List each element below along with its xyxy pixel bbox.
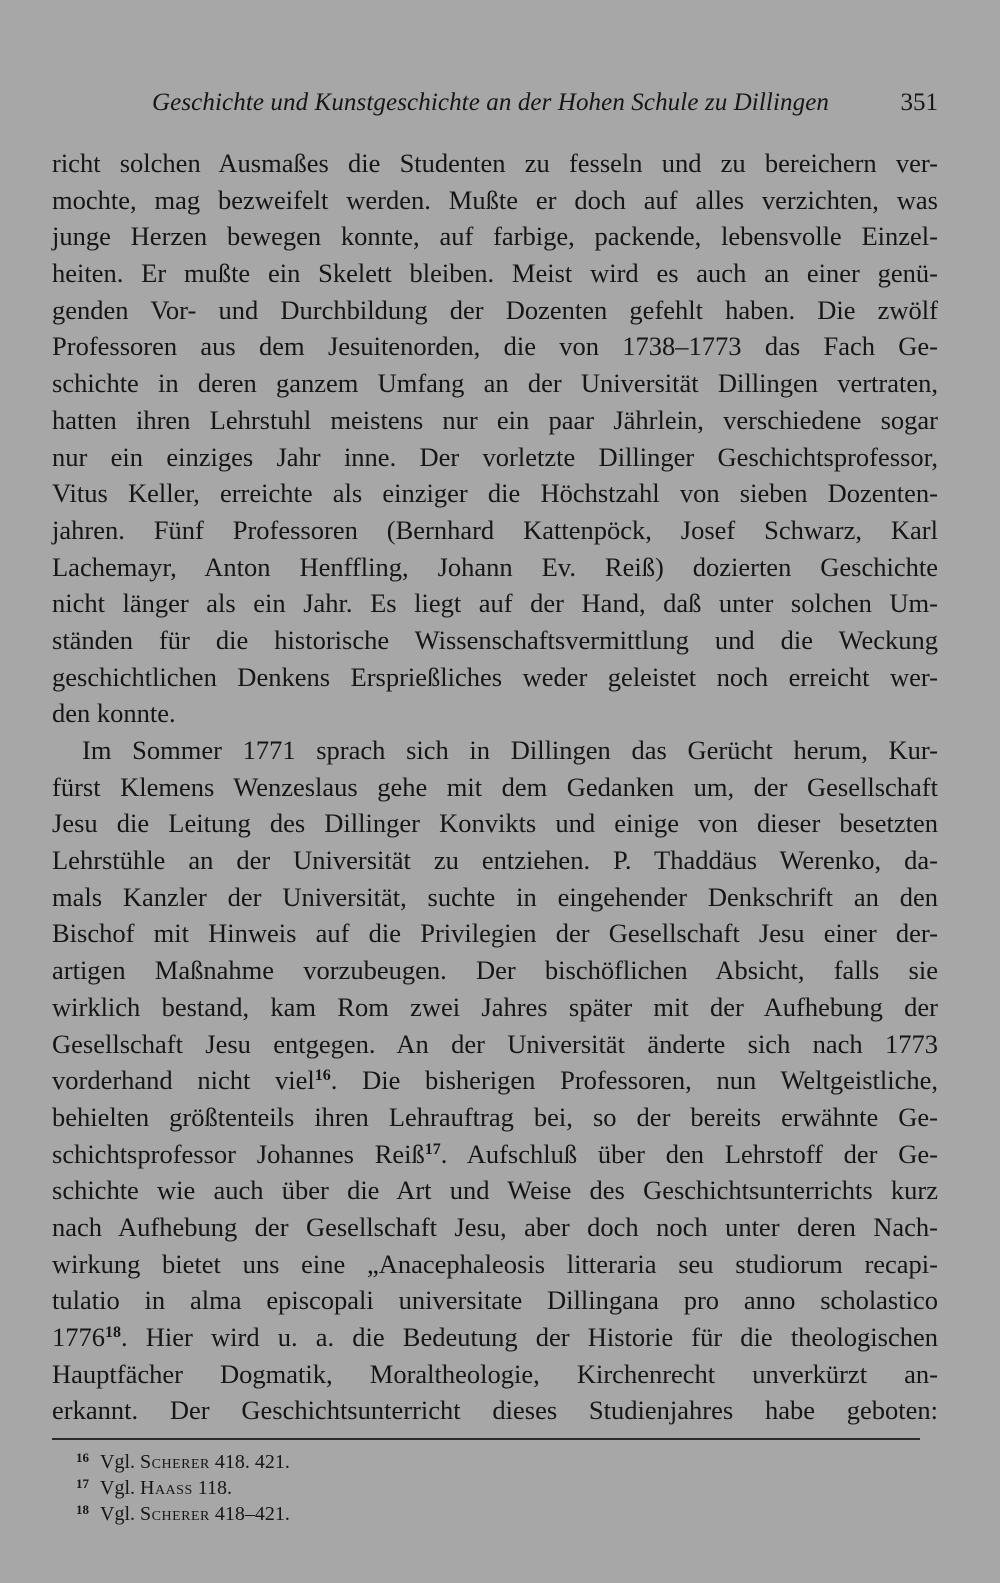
footnote-prefix: Vgl.	[100, 1477, 135, 1499]
footnote-17: 17 Vgl. Haass 118.	[76, 1476, 233, 1499]
text-line: jahren. Fünf Professoren (Bernhard Kattenpöck, Josef Schwarz, Karl	[52, 514, 938, 545]
text-line: mals Kanzler der Universität, suchte in eingehender Denkschrift an den	[52, 881, 938, 912]
footnote-divider	[52, 1438, 920, 1440]
text-line: schichte wie auch über die Art und Weise des Geschichtsunterrichts kurz	[52, 1175, 938, 1206]
text-line: Gesellschaft Jesu entgegen. An der Universität änderte sich nach 1773	[52, 1028, 938, 1059]
text-line: tulatio in alma episcopali universitate Dillingana pro anno scholastico	[52, 1285, 938, 1316]
text-line: Lachemayr, Anton Henffling, Johann Ev. Reiß) dozierten Geschichte	[52, 551, 938, 582]
footnote-ref: 418. 421.	[214, 1451, 290, 1473]
body-text	[52, 145, 938, 1429]
text-line-with-footnote	[52, 1319, 938, 1356]
text-line: nach Aufhebung der Gesellschaft Jesu, aber doch noch unter deren Nach-	[52, 1211, 938, 1242]
text-line: richt solchen Ausmaßes die Studenten zu fesseln und zu bereichern ver-	[52, 148, 938, 178]
text-line: nicht länger als ein Jahr. Es liegt auf der Hand, daß unter solchen Um-	[52, 588, 938, 619]
text-line: Hauptfächer Dogmatik, Moraltheologie, Kirchenrecht unverkürzt an-	[52, 1358, 938, 1389]
footnote-ref: 418–421.	[214, 1503, 290, 1525]
text-line: junge Herzen bewegen konnte, auf farbige, packende, lebensvolle Einzel-	[52, 221, 938, 252]
text-line: mochte, mag bezweifelt werden. Mußte er doch auf alles verzichten, was	[52, 184, 938, 215]
text-line: geschichtlichen Denkens Ersprießliches weder geleistet noch erreicht wer-	[52, 661, 938, 692]
text-fragment: . Hier wird u. a. die Bedeutung der Historie für die theologischen	[121, 1322, 938, 1352]
text-line: behielten größtenteils ihren Lehrauftrag bei, so der bereits erwähnte Ge-	[52, 1101, 938, 1132]
text-line-paragraph-end: den konnte.	[52, 698, 176, 729]
page-number: 351	[900, 89, 938, 116]
text-line: schichte in deren ganzem Umfang an der Universität Dillingen vertraten,	[52, 368, 938, 399]
text-line: fürst Klemens Wenzeslaus gehe mit dem Gedanken um, der Gesellschaft	[52, 771, 938, 802]
text-fragment: . Die bisherigen Professoren, nun Weltgeistliche,	[330, 1065, 938, 1096]
footnote-reference-17[interactable]: 17	[424, 1140, 441, 1158]
text-fragment: 1776	[52, 1322, 105, 1352]
text-line: genden Vor- und Durchbildung der Dozenten gefehlt haben. Die zwölf	[52, 294, 938, 325]
footnote-author: Haass	[140, 1477, 193, 1499]
text-line: wirkung bietet uns eine „Anacephaleosis litteraria seu studiorum recapi-	[52, 1248, 938, 1279]
text-line: Jesu die Leitung des Dillinger Konvikts und einige von dieser besetzten	[52, 808, 938, 839]
footnote-author: Scherer	[140, 1451, 210, 1473]
page-header	[152, 86, 938, 120]
text-fragment: schichtsprofessor Johannes Reiß	[52, 1138, 425, 1169]
footnote-reference-16[interactable]: 16	[314, 1067, 331, 1085]
text-line: hatten ihren Lehrstuhl meistens nur ein paar Jährlein, verschiedene sogar	[52, 404, 938, 435]
text-line-with-footnote	[52, 1136, 938, 1173]
text-line: wirklich bestand, kam Rom zwei Jahres später mit der Aufhebung der	[52, 991, 938, 1022]
text-line: Lehrstühle an der Universität zu entziehen. P. Thaddäus Werenko, da-	[52, 845, 938, 876]
footnote-16: 16 Vgl. Scherer 418. 421.	[76, 1450, 290, 1473]
footnote-reference-18[interactable]: 18	[105, 1324, 121, 1341]
text-fragment: . Aufschluß über den Lehrstoff der Ge-	[440, 1138, 939, 1169]
text-line-with-footnote	[52, 1062, 938, 1099]
text-line: heiten. Er mußte ein Skelett bleiben. Meist wird es auch an einer genü-	[52, 258, 938, 289]
text-line: erkannt. Der Geschichtsunterricht dieses Studienjahres habe geboten:	[52, 1395, 938, 1426]
footnote-ref: 118.	[197, 1477, 233, 1499]
text-line: Bischof mit Hinweis auf die Privilegien der Gesellschaft Jesu einer der-	[52, 918, 938, 949]
footnote-prefix: Vgl.	[100, 1503, 135, 1525]
footnotes	[76, 1449, 676, 1527]
text-line: Vitus Keller, erreichte als einziger die Höchstzahl von sieben Dozenten-	[52, 478, 938, 509]
running-title: Geschichte und Kunstgeschichte an der Hohen Schule zu Dillingen	[152, 89, 829, 116]
text-line: ständen für die historische Wissenschaftsvermittlung und die Weckung	[52, 624, 938, 655]
footnote-18: 18 Vgl. Scherer 418–421.	[76, 1502, 290, 1525]
text-line: nur ein einziges Jahr inne. Der vorletzte Dillinger Geschichtsprofessor,	[52, 441, 938, 472]
text-fragment: vorderhand nicht viel	[52, 1065, 315, 1096]
text-line-paragraph-start: Im Sommer 1771 sprach sich in Dillingen das Gerücht herum, Kur-	[82, 735, 938, 765]
text-line: artigen Maßnahme vorzubeugen. Der bischöflichen Absicht, falls sie	[52, 955, 938, 986]
footnote-author: Scherer	[140, 1503, 210, 1525]
footnote-prefix: Vgl.	[100, 1451, 135, 1473]
text-line: Professoren aus dem Jesuitenorden, die von 1738–1773 das Fach Ge-	[52, 331, 938, 362]
